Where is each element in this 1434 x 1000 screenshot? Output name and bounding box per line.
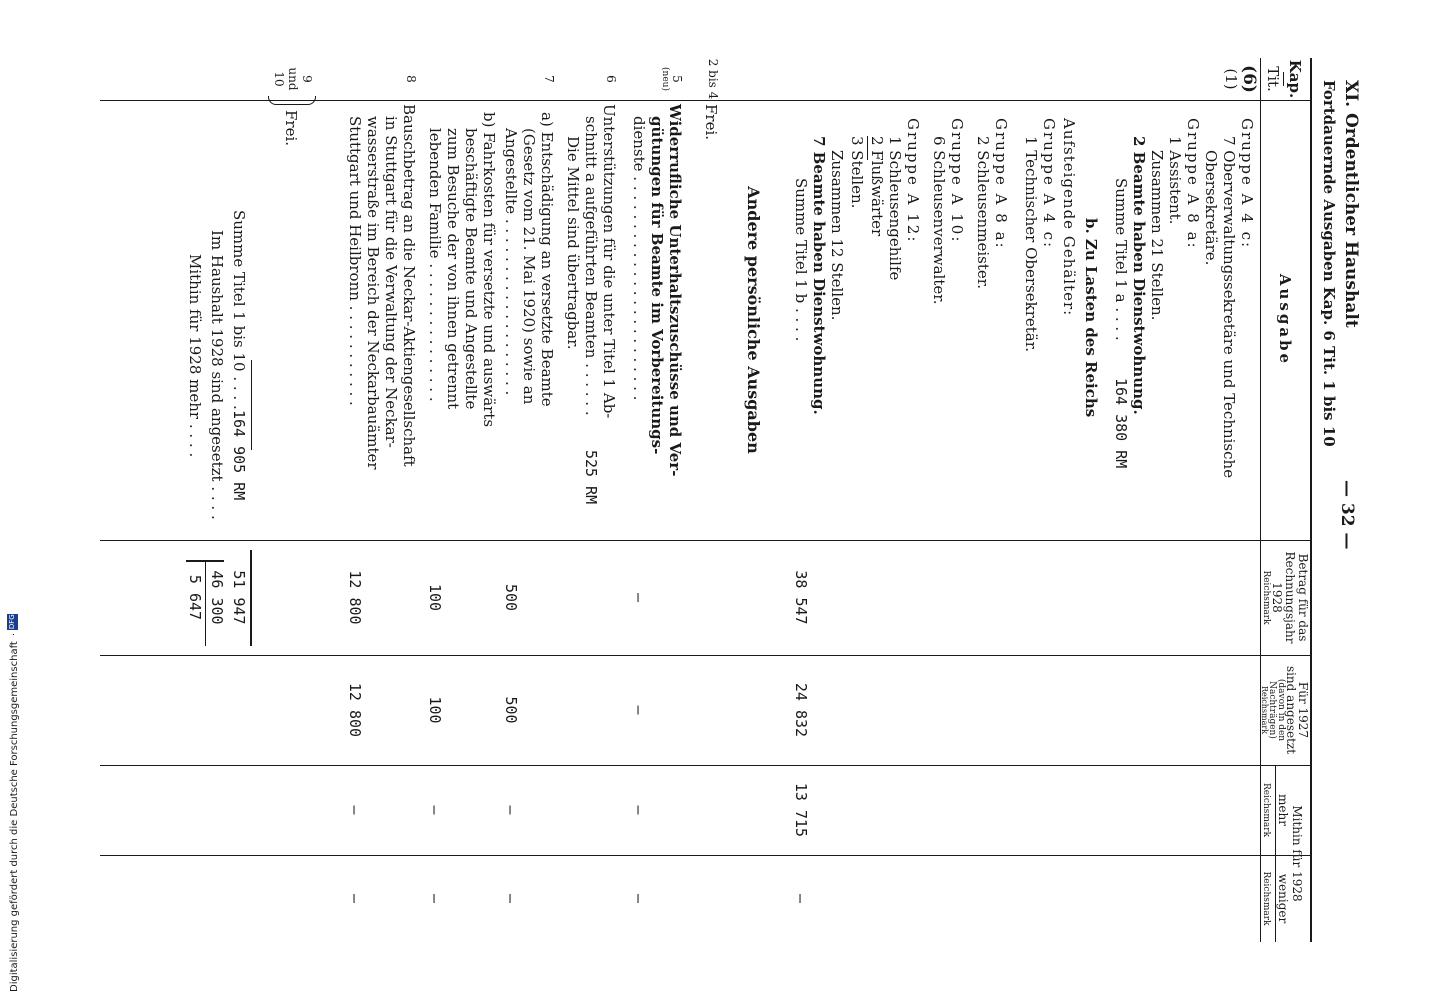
tit7b-mehr: — <box>426 805 444 815</box>
tit1b-weniger: — <box>792 893 810 904</box>
a12-line-3: 3 Stellen. <box>848 136 866 209</box>
tit-7-number: 7 <box>542 75 556 83</box>
tit-5-line-3: dienste . . . . . . . . . . . . . . . . . . . . . . . . <box>630 116 648 401</box>
a12-sum-rule <box>867 136 868 160</box>
tit-7b-line-1: b) Fahrkosten für versetzte und auswärts <box>480 112 498 428</box>
betrag-header-1: Betrag für das <box>1296 553 1310 642</box>
tit-8-line-3: wasserstraße im Bereich der Neckarbauämter <box>364 116 382 470</box>
summe-titel-1a-value: 164 380 RM <box>1112 378 1130 469</box>
zusammen-12: Zusammen 12 Stellen. <box>828 150 846 321</box>
tit8-weniger: — <box>346 893 364 904</box>
dienstwohnung-7: 7 Beamte haben Dienstwohnung. <box>810 136 828 415</box>
table-top-rule <box>1310 58 1312 942</box>
tit1b-mehr: 13 715 <box>792 782 810 838</box>
tit-10-number: 10 <box>272 71 286 87</box>
tit-header: Tit. <box>1264 66 1282 92</box>
tit5-1927: — <box>630 705 648 715</box>
tit-6-number: 6 <box>604 75 618 83</box>
kap-number: (6) <box>1239 65 1259 93</box>
mithin-rule <box>205 560 206 646</box>
a12-line-2: 2 Flußwärter <box>868 136 886 237</box>
kap-header-divider <box>1283 72 1284 86</box>
tit-8-line-2: in Stuttgart für die Verwaltung der Neckar- <box>382 116 400 448</box>
mehr-unit: Reichsmark <box>1261 782 1271 838</box>
tit-6-line-1: Unterstützungen für die unter Titel 1 Ab- <box>600 104 618 419</box>
a8a-heading: Gruppe A 8 a: <box>1184 118 1202 250</box>
y1927-header-2: sind angesetzt <box>1284 665 1298 755</box>
tit-5-line-1: Widerrufliche Unterhaltszuschüsse und Ver- <box>666 104 684 477</box>
tit-9-10-brace <box>268 96 316 105</box>
tit1b-betrag: 38 547 <box>792 570 810 625</box>
tit8-betrag: 12 800 <box>346 570 364 625</box>
tit-6-value: 525 RM <box>582 450 600 505</box>
y1927-unit: Reichsmark <box>1260 685 1269 735</box>
kap-header: Kap. <box>1286 59 1304 99</box>
tit7b-1927: 100 <box>426 696 444 724</box>
tit-9-10-text: Frei. <box>282 110 300 147</box>
tit8-mehr: — <box>346 805 364 815</box>
tit-9-10-und: und <box>286 67 300 91</box>
total-rule-betrag <box>250 550 252 646</box>
y1927-header-3: (davon in den <box>1276 678 1286 742</box>
footer-text: Digitalisierung gefördert durch die Deutsche Forschungsgemeinschaft <box>9 641 20 992</box>
tit-5-line-2: gütungen für Beamte im Vorbereitungs- <box>648 116 666 455</box>
tit7a-1927: 500 <box>502 696 520 724</box>
y1927-header-1: Für 1927 <box>1296 681 1310 739</box>
chapter-heading: XI. Ordentlicher Haushalt <box>1341 80 1361 328</box>
zusammen-21: Zusammen 21 Stellen. <box>1148 150 1166 321</box>
total-rule-ausgabe <box>251 360 252 450</box>
tit5-betrag: — <box>630 592 648 603</box>
betrag-unit: Reichsmark <box>1261 570 1271 625</box>
tit7a-betrag: 500 <box>502 583 520 612</box>
column-rule-mehr <box>100 855 1312 856</box>
tit5-mehr: — <box>630 805 648 815</box>
b-heading: b. Zu Lasten des Reichs <box>1082 218 1100 418</box>
weniger-unit: Reichsmark <box>1261 871 1271 926</box>
a4c-line-1: 7 Oberverwaltungssekretäre und Technische <box>1220 136 1238 479</box>
a4c-2-heading: Gruppe A 4 c: <box>1040 118 1058 250</box>
andere-heading: Andere persönliche Ausgaben <box>744 186 763 454</box>
a8a-2-line: 2 Schleusenmeister. <box>974 136 992 290</box>
a4c-heading: Gruppe A 4 c: <box>1238 118 1256 250</box>
tit-7b-line-3: zum Besuche der von ihnen getrennt <box>444 128 462 410</box>
tit-9-number: 9 <box>300 75 314 83</box>
tit-5-neu: (neu) <box>660 67 670 91</box>
tit-7a-line-2: (Gesetz vom 21. Mai 1920) sowie an <box>520 128 538 405</box>
column-rule-ausgabe <box>100 540 1312 541</box>
a4c-2-line: 1 Technischer Obersekretär. <box>1022 136 1040 353</box>
summe-titel-1a: Summe Titel 1 a . . . . <box>1112 178 1130 341</box>
mithin-mehr-label: Mithin für 1928 mehr . . . . <box>186 254 204 458</box>
tit-2-4-number: 2 bis 4 <box>706 58 720 100</box>
tit-7a-line-1: a) Entschädigung an versetzte Beamte <box>538 112 556 407</box>
tit-8-number: 8 <box>404 75 418 83</box>
a10-line: 6 Schleusenverwalter. <box>930 136 948 305</box>
tit7b-betrag: 100 <box>426 583 444 612</box>
summe-titel-1b: Summe Titel 1 b . . . . <box>792 178 810 342</box>
column-rule-1927 <box>100 765 1312 766</box>
tit-6-line-3: Die Mittel sind übertragbar. <box>564 136 582 350</box>
haushalt-1928-label: Im Haushalt 1928 sind angesetzt . . . . <box>208 230 226 520</box>
tit-number: (1) <box>1222 68 1240 90</box>
summe-titel-1-10: Summe Titel 1 bis 10 . . . . <box>230 210 248 410</box>
a10-heading: Gruppe A 10: <box>948 118 966 244</box>
a8a-line-1: 1 Assistent. <box>1166 136 1184 225</box>
tit-6-line-2: schnitt a aufgeführten Beamten . . . . . . <box>582 116 600 416</box>
haushalt-1928-value: 46 300 <box>208 570 226 625</box>
tit-7a-line-3: Angestellte . . . . . . . . . . . . . . . . . . . <box>502 128 520 396</box>
mithin-bracket <box>186 560 224 562</box>
rotated-table-page <box>70 0 1360 1000</box>
betrag-header-3: 1928 <box>1270 582 1284 613</box>
subtitle: Fortdauernde Ausgaben Kap. 6 Tit. 1 bis 10 <box>1320 80 1338 447</box>
dfg-logo: DFG <box>8 614 16 630</box>
page-number: — 32 — <box>1337 480 1357 550</box>
tit7a-weniger: — <box>502 893 520 904</box>
tit-7b-line-2: beschäftigte Beamte und Angestellte <box>462 128 480 410</box>
tit-5-number: 5 <box>670 75 684 83</box>
y1927-header-4: Nachträgen) <box>1267 681 1277 739</box>
betrag-header-2: Rechnungsjahr <box>1283 551 1297 644</box>
summe-titel-1-10-value: 164 905 RM <box>230 410 248 501</box>
tit5-weniger: — <box>630 893 648 904</box>
sum-total-betrag: 51 947 <box>230 570 248 625</box>
ausgabe-header: Ausgabe <box>1276 273 1294 367</box>
a4c-line-2: Obersekretäre. <box>1202 150 1220 266</box>
tit-8-line-4: Stuttgart und Heilbronn . . . . . . . . . . . <box>346 116 364 406</box>
a12-heading: Gruppe A 12: <box>904 118 922 244</box>
mehr-header: mehr <box>1276 794 1290 826</box>
tit7b-weniger: — <box>426 893 444 904</box>
mithin-header: Mithin für 1928 <box>1290 805 1304 902</box>
footer <box>2 0 20 992</box>
tit-2-4-text: Frei. <box>702 104 720 141</box>
a8a-2-heading: Gruppe A 8 a: <box>992 118 1010 250</box>
dienstwohnung-2: 2 Beamte haben Dienstwohnung. <box>1130 136 1148 415</box>
tit-8-line-1: Bauschbetrag an die Neckar-Aktiengesellschaft <box>400 104 418 467</box>
footer-separator: · <box>9 629 20 637</box>
tit-7b-line-4: lebenden Familie . . . . . . . . . . . . . . . <box>426 128 444 402</box>
mithin-mehr-value: 5 647 <box>186 574 204 621</box>
aufsteigende-gehaelter: Aufsteigende Gehälter: <box>1060 118 1078 317</box>
tit1b-1927: 24 832 <box>792 682 810 738</box>
tit8-1927: 12 800 <box>346 682 364 738</box>
column-rule-1928 <box>100 655 1312 656</box>
a12-line-1: 1 Schleusengehilfe <box>886 136 904 281</box>
tit7a-mehr: — <box>502 805 520 815</box>
weniger-header: weniger <box>1276 873 1290 924</box>
